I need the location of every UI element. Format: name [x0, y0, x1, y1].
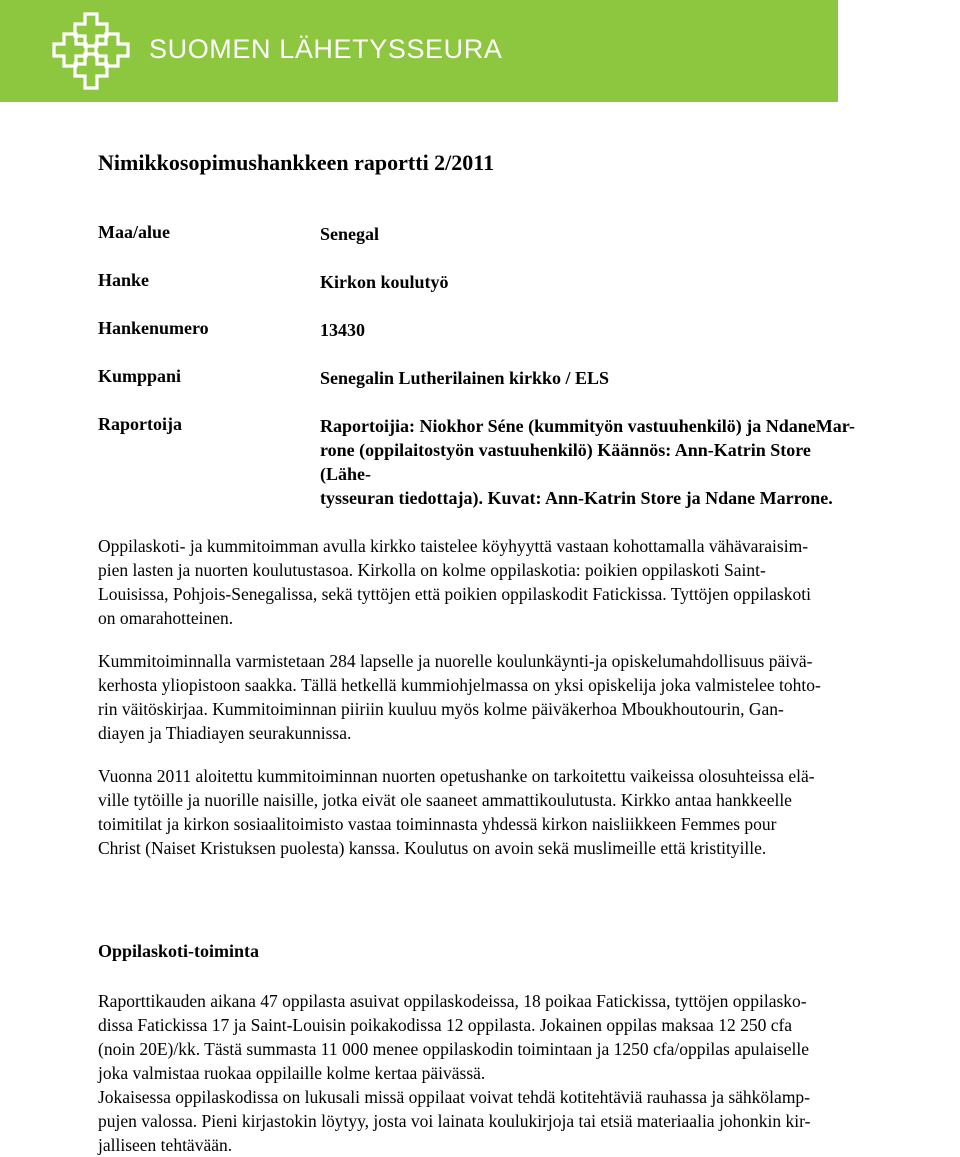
report-title: Nimikkosopimushankkeen raportti 2/2011: [98, 150, 495, 175]
info-label: Kumppani: [98, 366, 182, 386]
info-value: Senegal: [320, 224, 380, 244]
info-label: Raportoija: [98, 414, 182, 434]
info-row-partner: [98, 366, 858, 414]
info-value: Kirkon koulutyö: [320, 272, 449, 292]
paragraph: Jokaisessa oppilaskodissa on lukusali missä oppilaat voivat tehdä kotitehtäviä rauhassa ja sähkölamp- pujen valossa. Pieni kirjastokin löytyy, josta voi lainata koulukirjoja tai etsiä materiaalia johonkin kir- jalliseen tehtävään.: [98, 1087, 811, 1155]
paragraph: Oppilaskoti- ja kummitoimman avulla kirkko taistelee köyhyyttä vastaan kohottamalla vähävaraisim- pien lasten ja nuorten koulutustasoa. Kirkolla on kolme oppilaskotia: poikien oppilaskoti Saint- Louisissa, Pohjois-Senegalissa, sekä tyttöjen että poikien oppilaskodit Fatickissa. Tyttöjen oppilaskoti on omarahotteinen.: [98, 536, 811, 628]
info-value: Raportoijia: Niokhor Séne (kummityön vastuuhenkilö) ja NdaneMar- rone (oppilaitostyön vastuuhenkilö) Käännös: Ann-Katrin Store (Lähe- tysseuran tiedottaja). Kuvat: Ann-Katrin Store ja Ndane Marrone.: [320, 416, 856, 508]
info-row-project-number: [98, 318, 858, 366]
info-row-reporter: [98, 414, 858, 510]
report-body: [98, 534, 950, 860]
info-value: 13430: [320, 320, 365, 340]
info-label: Hanke: [98, 270, 150, 290]
cross-logo-icon: [51, 11, 131, 91]
paragraph: Kummitoiminnalla varmistetaan 284 lapselle ja nuorelle koulunkäynti-ja opiskelumahdollisuus päivä- kerhosta yliopistoon saakka. Tällä hetkellä kummiohjelmassa on yksi opiskelija joka valmistelee tohto- rin väitöskirjaa. Kummitoiminnan piiriin kuuluu myös kolme päiväkerhoa Mboukhoutourin, Gan- diayen ja Thiadiayen seurakunnissa.: [98, 651, 821, 743]
info-label: Hankenumero: [98, 318, 209, 338]
paragraph: Vuonna 2011 aloitettu kummitoiminnan nuorten opetushanke on tarkoitettu vaikeissa olosuhteissa elä- ville tytöille ja nuorille naisille, jotka eivät ole saaneet ammattikoulutusta. Kirkko antaa hankkeelle toimitilat ja kirkon sosiaalitoimisto vastaa toiminnasta yhdessä kirkon naisliikkeen Femmes pour Christ (Naiset Kristuksen puolesta) kanssa. Koulutus on avoin sekä muslimeille että kristityille.: [98, 766, 815, 858]
info-row-country: [98, 222, 858, 270]
info-value: Senegalin Lutherilainen kirkko / ELS: [320, 368, 610, 388]
project-info: [98, 222, 858, 510]
organization-name: SUOMEN LÄHETYSSEURA: [149, 34, 503, 64]
paragraph: Raporttikauden aikana 47 oppilasta asuivat oppilaskodeissa, 18 poikaa Fatickissa, tyttöjen oppilasko- dissa Fatickissa 17 ja Saint-Louisin poikakodissa 12 oppilasta. Jokainen oppilas maksaa 12 250 cfa (noin 20E)/kk. Tästä summasta 11 000 menee oppilaskodin toimintaan ja 1250 cfa/oppilas apulaiselle joka valmistaa ruokaa oppilaille kolme kertaa päivässä.: [98, 991, 810, 1083]
info-row-project: [98, 270, 858, 318]
header-banner: [0, 0, 838, 102]
section-heading: Oppilaskoti-toiminta: [98, 941, 260, 961]
info-label: Maa/alue: [98, 222, 170, 242]
section-body: [98, 989, 950, 1157]
